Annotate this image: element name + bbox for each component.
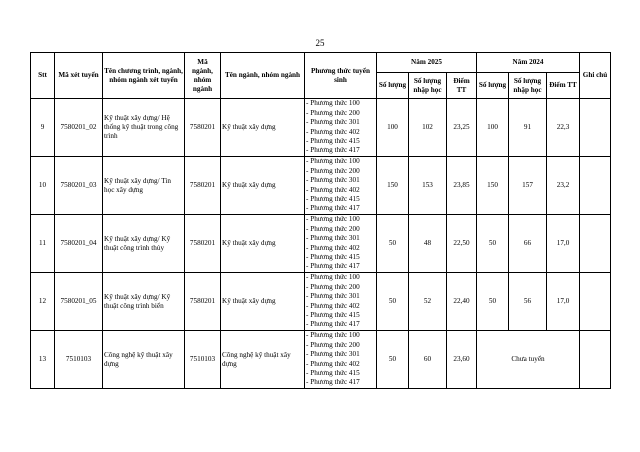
cell-ma-xet-tuyen: 7510103 <box>55 331 103 389</box>
cell-ma-nganh: 7580201 <box>185 99 221 157</box>
cell-ghi-chu <box>580 215 611 273</box>
header-diem-2024: Điểm TT <box>547 73 580 99</box>
cell-ten-chuong-trinh: Kỹ thuật xây dựng/ Kỹ thuật công trình biển <box>103 273 185 331</box>
cell-phuong-thuc <box>305 331 377 389</box>
header-ma-nganh: Mã ngành, nhóm ngành <box>185 53 221 99</box>
cell-so-luong-2024: 150 <box>477 157 509 215</box>
method-item: - Phương thức 417 <box>306 320 360 329</box>
cell-so-luong-2025: 50 <box>377 215 409 273</box>
cell-ma-xet-tuyen: 7580201_02 <box>55 99 103 157</box>
method-item: - Phương thức 301 <box>306 234 360 243</box>
cell-so-luong-2025: 150 <box>377 157 409 215</box>
table-row <box>31 273 611 331</box>
method-item: - Phương thức 100 <box>306 99 360 108</box>
method-item: - Phương thức 415 <box>306 368 360 377</box>
method-item: - Phương thức 301 <box>306 350 360 359</box>
header-nhap-hoc-2025: Số lượng nhập học <box>409 73 447 99</box>
method-item: - Phương thức 200 <box>306 282 360 291</box>
cell-ten-nganh: Kỹ thuật xây dựng <box>221 157 305 215</box>
cell-status-2024: Chưa tuyển <box>477 331 580 389</box>
method-item: - Phương thức 417 <box>306 262 360 271</box>
header-ghi-chu: Ghi chú <box>580 53 611 99</box>
method-item: - Phương thức 301 <box>306 176 360 185</box>
method-item: - Phương thức 200 <box>306 340 360 349</box>
method-item: - Phương thức 415 <box>306 310 360 319</box>
header-nam-2024: Năm 2024 <box>477 53 580 73</box>
cell-stt: 13 <box>31 331 55 389</box>
cell-so-luong-2025: 50 <box>377 331 409 389</box>
cell-diem-2025: 22,40 <box>447 273 477 331</box>
cell-nhap-hoc-2025: 102 <box>409 99 447 157</box>
method-item: - Phương thức 415 <box>306 194 360 203</box>
method-item: - Phương thức 100 <box>306 157 360 166</box>
method-item: - Phương thức 301 <box>306 118 360 127</box>
cell-nhap-hoc-2025: 153 <box>409 157 447 215</box>
cell-ten-nganh: Kỹ thuật xây dựng <box>221 99 305 157</box>
cell-diem-2025: 23,60 <box>447 331 477 389</box>
cell-so-luong-2024: 50 <box>477 215 509 273</box>
header-so-luong-2025: Số lượng <box>377 73 409 99</box>
cell-ten-chuong-trinh: Kỹ thuật xây dựng/ Hệ thống kỹ thuật trong công trình <box>103 99 185 157</box>
cell-diem-2025: 22,50 <box>447 215 477 273</box>
cell-nhap-hoc-2024: 66 <box>509 215 547 273</box>
header-stt: Stt <box>31 53 55 99</box>
cell-ma-xet-tuyen: 7580201_03 <box>55 157 103 215</box>
method-item: - Phương thức 417 <box>306 378 360 387</box>
cell-ma-nganh: 7580201 <box>185 215 221 273</box>
header-ten-nganh: Tên ngành, nhóm ngành <box>221 53 305 99</box>
method-item: - Phương thức 402 <box>306 301 360 310</box>
cell-stt: 12 <box>31 273 55 331</box>
cell-nhap-hoc-2025: 48 <box>409 215 447 273</box>
table-row <box>31 331 611 389</box>
method-item: - Phương thức 415 <box>306 252 360 261</box>
method-item: - Phương thức 100 <box>306 273 360 282</box>
method-item: - Phương thức 415 <box>306 136 360 145</box>
cell-ma-nganh: 7510103 <box>185 331 221 389</box>
method-item: - Phương thức 402 <box>306 185 360 194</box>
cell-so-luong-2024: 50 <box>477 273 509 331</box>
cell-ten-chuong-trinh: Công nghệ kỹ thuật xây dựng <box>103 331 185 389</box>
cell-phuong-thuc <box>305 215 377 273</box>
cell-ghi-chu <box>580 273 611 331</box>
cell-ghi-chu <box>580 99 611 157</box>
cell-ten-chuong-trinh: Kỹ thuật xây dựng/ Tin học xây dựng <box>103 157 185 215</box>
method-item: - Phương thức 200 <box>306 166 360 175</box>
cell-ma-nganh: 7580201 <box>185 273 221 331</box>
cell-stt: 11 <box>31 215 55 273</box>
cell-so-luong-2025: 100 <box>377 99 409 157</box>
cell-ghi-chu <box>580 157 611 215</box>
header-nhap-hoc-2024: Số lượng nhập học <box>509 73 547 99</box>
page-number: 25 <box>315 38 325 48</box>
method-item: - Phương thức 301 <box>306 292 360 301</box>
admissions-table <box>30 52 611 389</box>
table-row <box>31 157 611 215</box>
cell-so-luong-2024: 100 <box>477 99 509 157</box>
header-ten-chuong-trinh: Tên chương trình, ngành, nhóm ngành xét tuyển <box>103 53 185 99</box>
cell-ma-xet-tuyen: 7580201_05 <box>55 273 103 331</box>
method-item: - Phương thức 100 <box>306 331 360 340</box>
header-so-luong-2024: Số lượng <box>477 73 509 99</box>
cell-ten-nganh: Kỹ thuật xây dựng <box>221 273 305 331</box>
cell-diem-2024: 22,3 <box>547 99 580 157</box>
cell-ten-nganh: Công nghệ kỹ thuật xây dựng <box>221 331 305 389</box>
method-item: - Phương thức 200 <box>306 108 360 117</box>
method-item: - Phương thức 100 <box>306 215 360 224</box>
cell-phuong-thuc <box>305 157 377 215</box>
header-diem-2025: Điểm TT <box>447 73 477 99</box>
cell-ten-nganh: Kỹ thuật xây dựng <box>221 215 305 273</box>
cell-nhap-hoc-2025: 52 <box>409 273 447 331</box>
method-item: - Phương thức 402 <box>306 127 360 136</box>
cell-diem-2025: 23,25 <box>447 99 477 157</box>
cell-diem-2025: 23,85 <box>447 157 477 215</box>
cell-nhap-hoc-2024: 157 <box>509 157 547 215</box>
cell-so-luong-2025: 50 <box>377 273 409 331</box>
cell-phuong-thuc <box>305 99 377 157</box>
cell-ten-chuong-trinh: Kỹ thuật xây dựng/ Kỹ thuật công trình thủy <box>103 215 185 273</box>
table-row <box>31 99 611 157</box>
cell-diem-2024: 17,0 <box>547 273 580 331</box>
header-nam-2025: Năm 2025 <box>377 53 477 73</box>
table-row <box>31 215 611 273</box>
cell-phuong-thuc <box>305 273 377 331</box>
method-item: - Phương thức 402 <box>306 359 360 368</box>
method-item: - Phương thức 417 <box>306 146 360 155</box>
header-ma-xet-tuyen: Mã xét tuyển <box>55 53 103 99</box>
header-phuong-thuc: Phương thức tuyển sinh <box>305 53 377 99</box>
method-item: - Phương thức 417 <box>306 204 360 213</box>
cell-ma-xet-tuyen: 7580201_04 <box>55 215 103 273</box>
method-item: - Phương thức 402 <box>306 243 360 252</box>
cell-diem-2024: 23,2 <box>547 157 580 215</box>
method-item: - Phương thức 200 <box>306 224 360 233</box>
cell-nhap-hoc-2025: 60 <box>409 331 447 389</box>
cell-nhap-hoc-2024: 56 <box>509 273 547 331</box>
cell-diem-2024: 17,0 <box>547 215 580 273</box>
cell-stt: 9 <box>31 99 55 157</box>
cell-nhap-hoc-2024: 91 <box>509 99 547 157</box>
cell-ghi-chu <box>580 331 611 389</box>
cell-ma-nganh: 7580201 <box>185 157 221 215</box>
cell-stt: 10 <box>31 157 55 215</box>
